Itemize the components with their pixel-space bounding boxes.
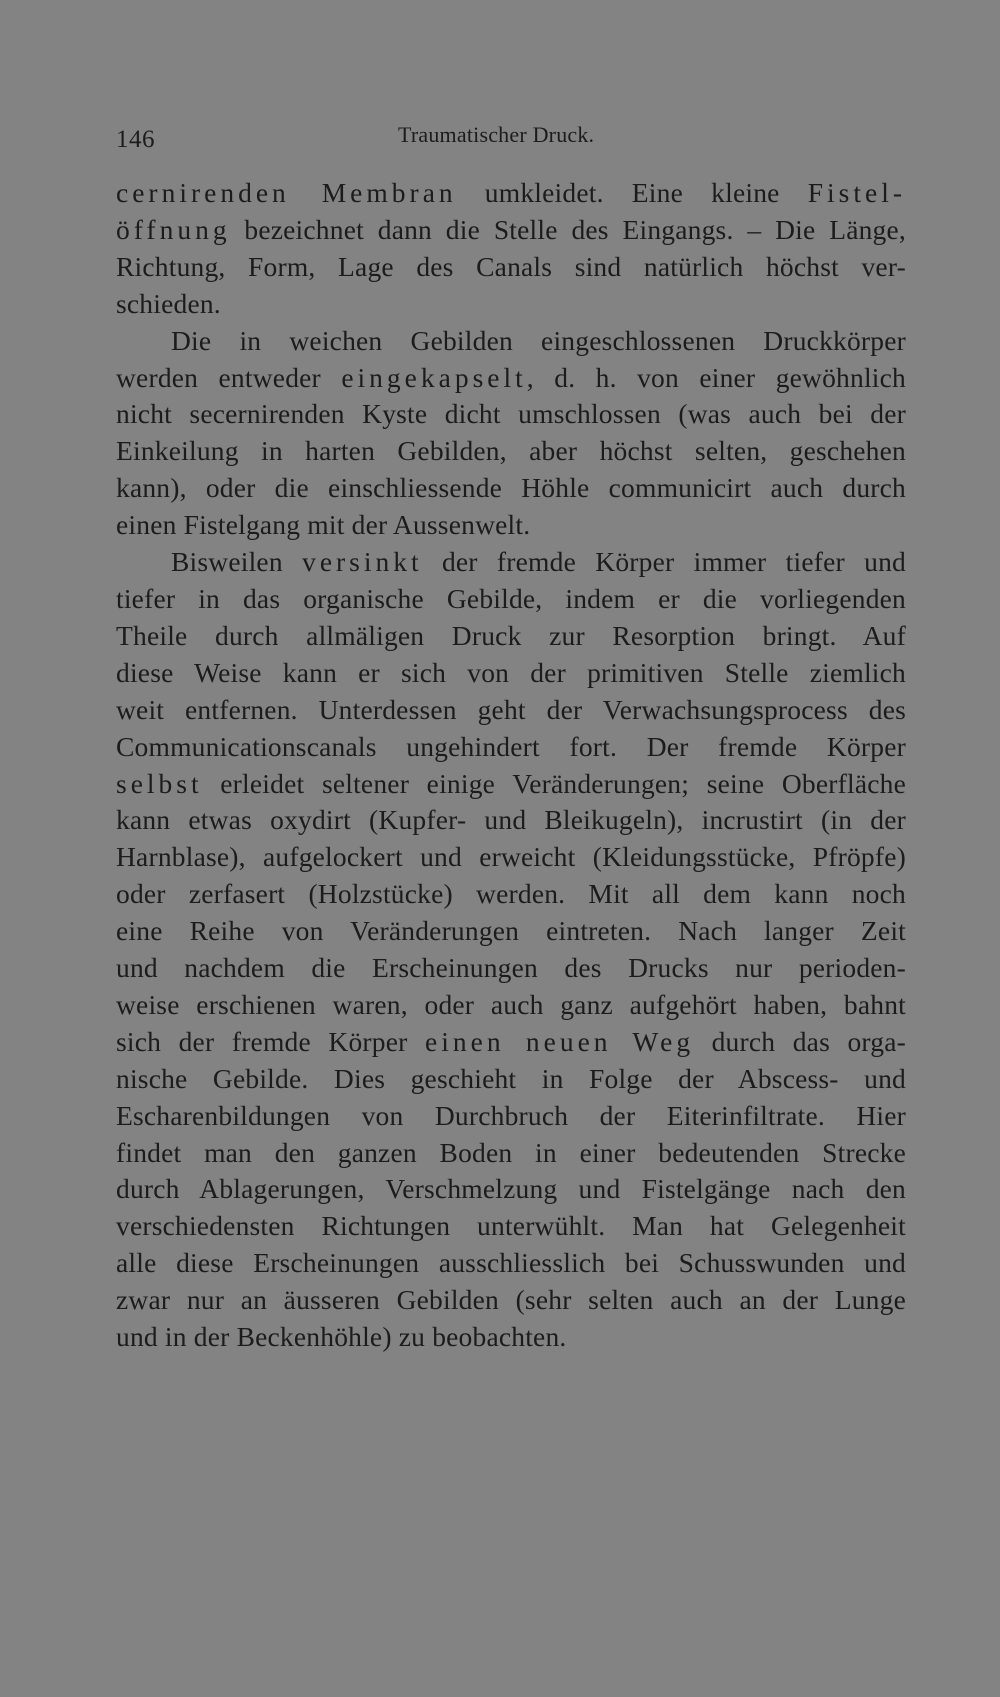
spaced-emphasis: öffnung <box>116 213 231 245</box>
spaced-emphasis: Fistel- <box>807 177 906 208</box>
paragraph <box>116 175 906 323</box>
text-line <box>116 396 906 433</box>
body-text <box>116 175 906 1356</box>
text-line <box>116 544 906 581</box>
text-run: Richtung, Form, Lage des Canals sind natürlich höchst ver- <box>116 250 906 282</box>
text-run: weit entfernen. Unterdessen geht der Verwachsungsprocess des <box>116 693 906 725</box>
text-line <box>116 655 906 692</box>
text-run: und nachdem die Erscheinungen des Drucks nur perioden- <box>116 952 906 984</box>
text-line <box>116 286 906 323</box>
text-run: verschiedensten Richtungen unterwühlt. Man hat Gelegenheit <box>116 1210 906 1242</box>
text-line <box>116 470 906 507</box>
text-run: kann), oder die einschliessende Höhle communicirt auch durch <box>116 472 906 504</box>
text-line <box>116 802 906 839</box>
text-run: Bisweilen <box>171 546 303 578</box>
text-run: schieden. <box>116 287 221 319</box>
paragraph <box>116 544 906 1356</box>
text-line <box>116 1319 906 1356</box>
text-line <box>116 1171 906 1208</box>
text-line <box>116 839 906 876</box>
text-line <box>116 323 906 360</box>
text-run: , d. h. von einer gewöhnlich <box>526 361 906 393</box>
running-title: Traumatischer Druck. <box>398 122 595 147</box>
text-line <box>116 1282 906 1319</box>
text-run: nicht secernirenden Kyste dicht umschlossen (was auch bei der <box>116 398 906 430</box>
text-run: durch Ablagerungen, Verschmelzung und Fistelgänge nach den <box>116 1173 906 1205</box>
spaced-emphasis: versinkt <box>302 546 423 578</box>
text-run: diese Weise kann er sich von der primitiven Stelle ziemlich <box>116 656 906 688</box>
text-line <box>116 212 906 249</box>
text-run: erleidet seltener einige Veränderungen; seine Oberfläche <box>202 767 906 799</box>
text-run: sich der fremde Körper <box>116 1025 426 1057</box>
text-line <box>116 618 906 655</box>
text-run: tiefer in das organische Gebilde, indem er die vorliegenden <box>116 582 906 614</box>
text-run: werden entweder <box>116 361 342 393</box>
text-line <box>116 507 906 544</box>
text-run: alle diese Erscheinungen ausschliesslich bei Schusswunden und <box>116 1247 906 1279</box>
text-line <box>116 766 906 803</box>
page-header <box>116 122 906 162</box>
text-line <box>116 987 906 1024</box>
text-run: und in der Beckenhöhle) zu beobachten. <box>116 1321 567 1353</box>
text-run: bezeichnet dann die Stelle des Eingangs. – Die Länge, <box>230 213 906 245</box>
text-line <box>116 175 906 212</box>
text-run: durch das orga- <box>694 1025 907 1057</box>
text-run: Harnblase), aufgelockert und erweicht (Kleidungsstücke, Pfröpfe) <box>116 841 906 873</box>
text-line <box>116 876 906 913</box>
text-line <box>116 249 906 286</box>
text-line <box>116 581 906 618</box>
spaced-emphasis: cernirenden Membran <box>116 177 457 208</box>
text-line <box>116 360 906 397</box>
text-line <box>116 729 906 766</box>
text-line <box>116 950 906 987</box>
text-run: nische Gebilde. Dies geschieht in Folge der Abscess- und <box>116 1062 906 1094</box>
text-line <box>116 692 906 729</box>
paragraph <box>116 323 906 544</box>
text-run: findet man den ganzen Boden in einer bedeutenden Strecke <box>116 1136 906 1168</box>
text-line <box>116 1024 906 1061</box>
text-run: kann etwas oxydirt (Kupfer- und Bleikugeln), incrustirt (in der <box>116 804 906 836</box>
text-run: Theile durch allmäligen Druck zur Resorption bringt. Auf <box>116 619 906 651</box>
text-line <box>116 1098 906 1135</box>
page-number: 146 <box>116 126 155 153</box>
text-run: Escharenbildungen von Durchbruch der Eiterinfiltrate. Hier <box>116 1099 906 1131</box>
text-run: der fremde Körper immer tiefer und <box>422 546 906 578</box>
text-run: umkleidet. Eine kleine <box>456 177 808 208</box>
text-run: eine Reihe von Veränderungen eintreten. Nach langer Zeit <box>116 915 906 947</box>
text-run: oder zerfasert (Holzstücke) werden. Mit all dem kann noch <box>116 878 906 910</box>
text-run: zwar nur an äusseren Gebilden (sehr selten auch an der Lunge <box>116 1284 906 1316</box>
text-line <box>116 1245 906 1282</box>
text-line <box>116 433 906 470</box>
text-run: Die in weichen Gebilden eingeschlossenen Druckkörper <box>171 324 906 356</box>
text-run: Einkeilung in harten Gebilden, aber höchst selten, geschehen <box>116 435 906 467</box>
text-run: weise erschienen waren, oder auch ganz aufgehört haben, bahnt <box>116 988 906 1020</box>
text-run: Communicationscanals ungehindert fort. Der fremde Körper <box>116 730 906 762</box>
spaced-emphasis: eingekapselt <box>341 361 527 393</box>
spaced-emphasis: selbst <box>116 767 203 799</box>
text-line <box>116 1135 906 1172</box>
spaced-emphasis: einen neuen Weg <box>425 1025 695 1057</box>
text-line <box>116 1208 906 1245</box>
text-line <box>116 1061 906 1098</box>
text-run: einen Fistelgang mit der Aussenwelt. <box>116 509 531 541</box>
text-line <box>116 913 906 950</box>
